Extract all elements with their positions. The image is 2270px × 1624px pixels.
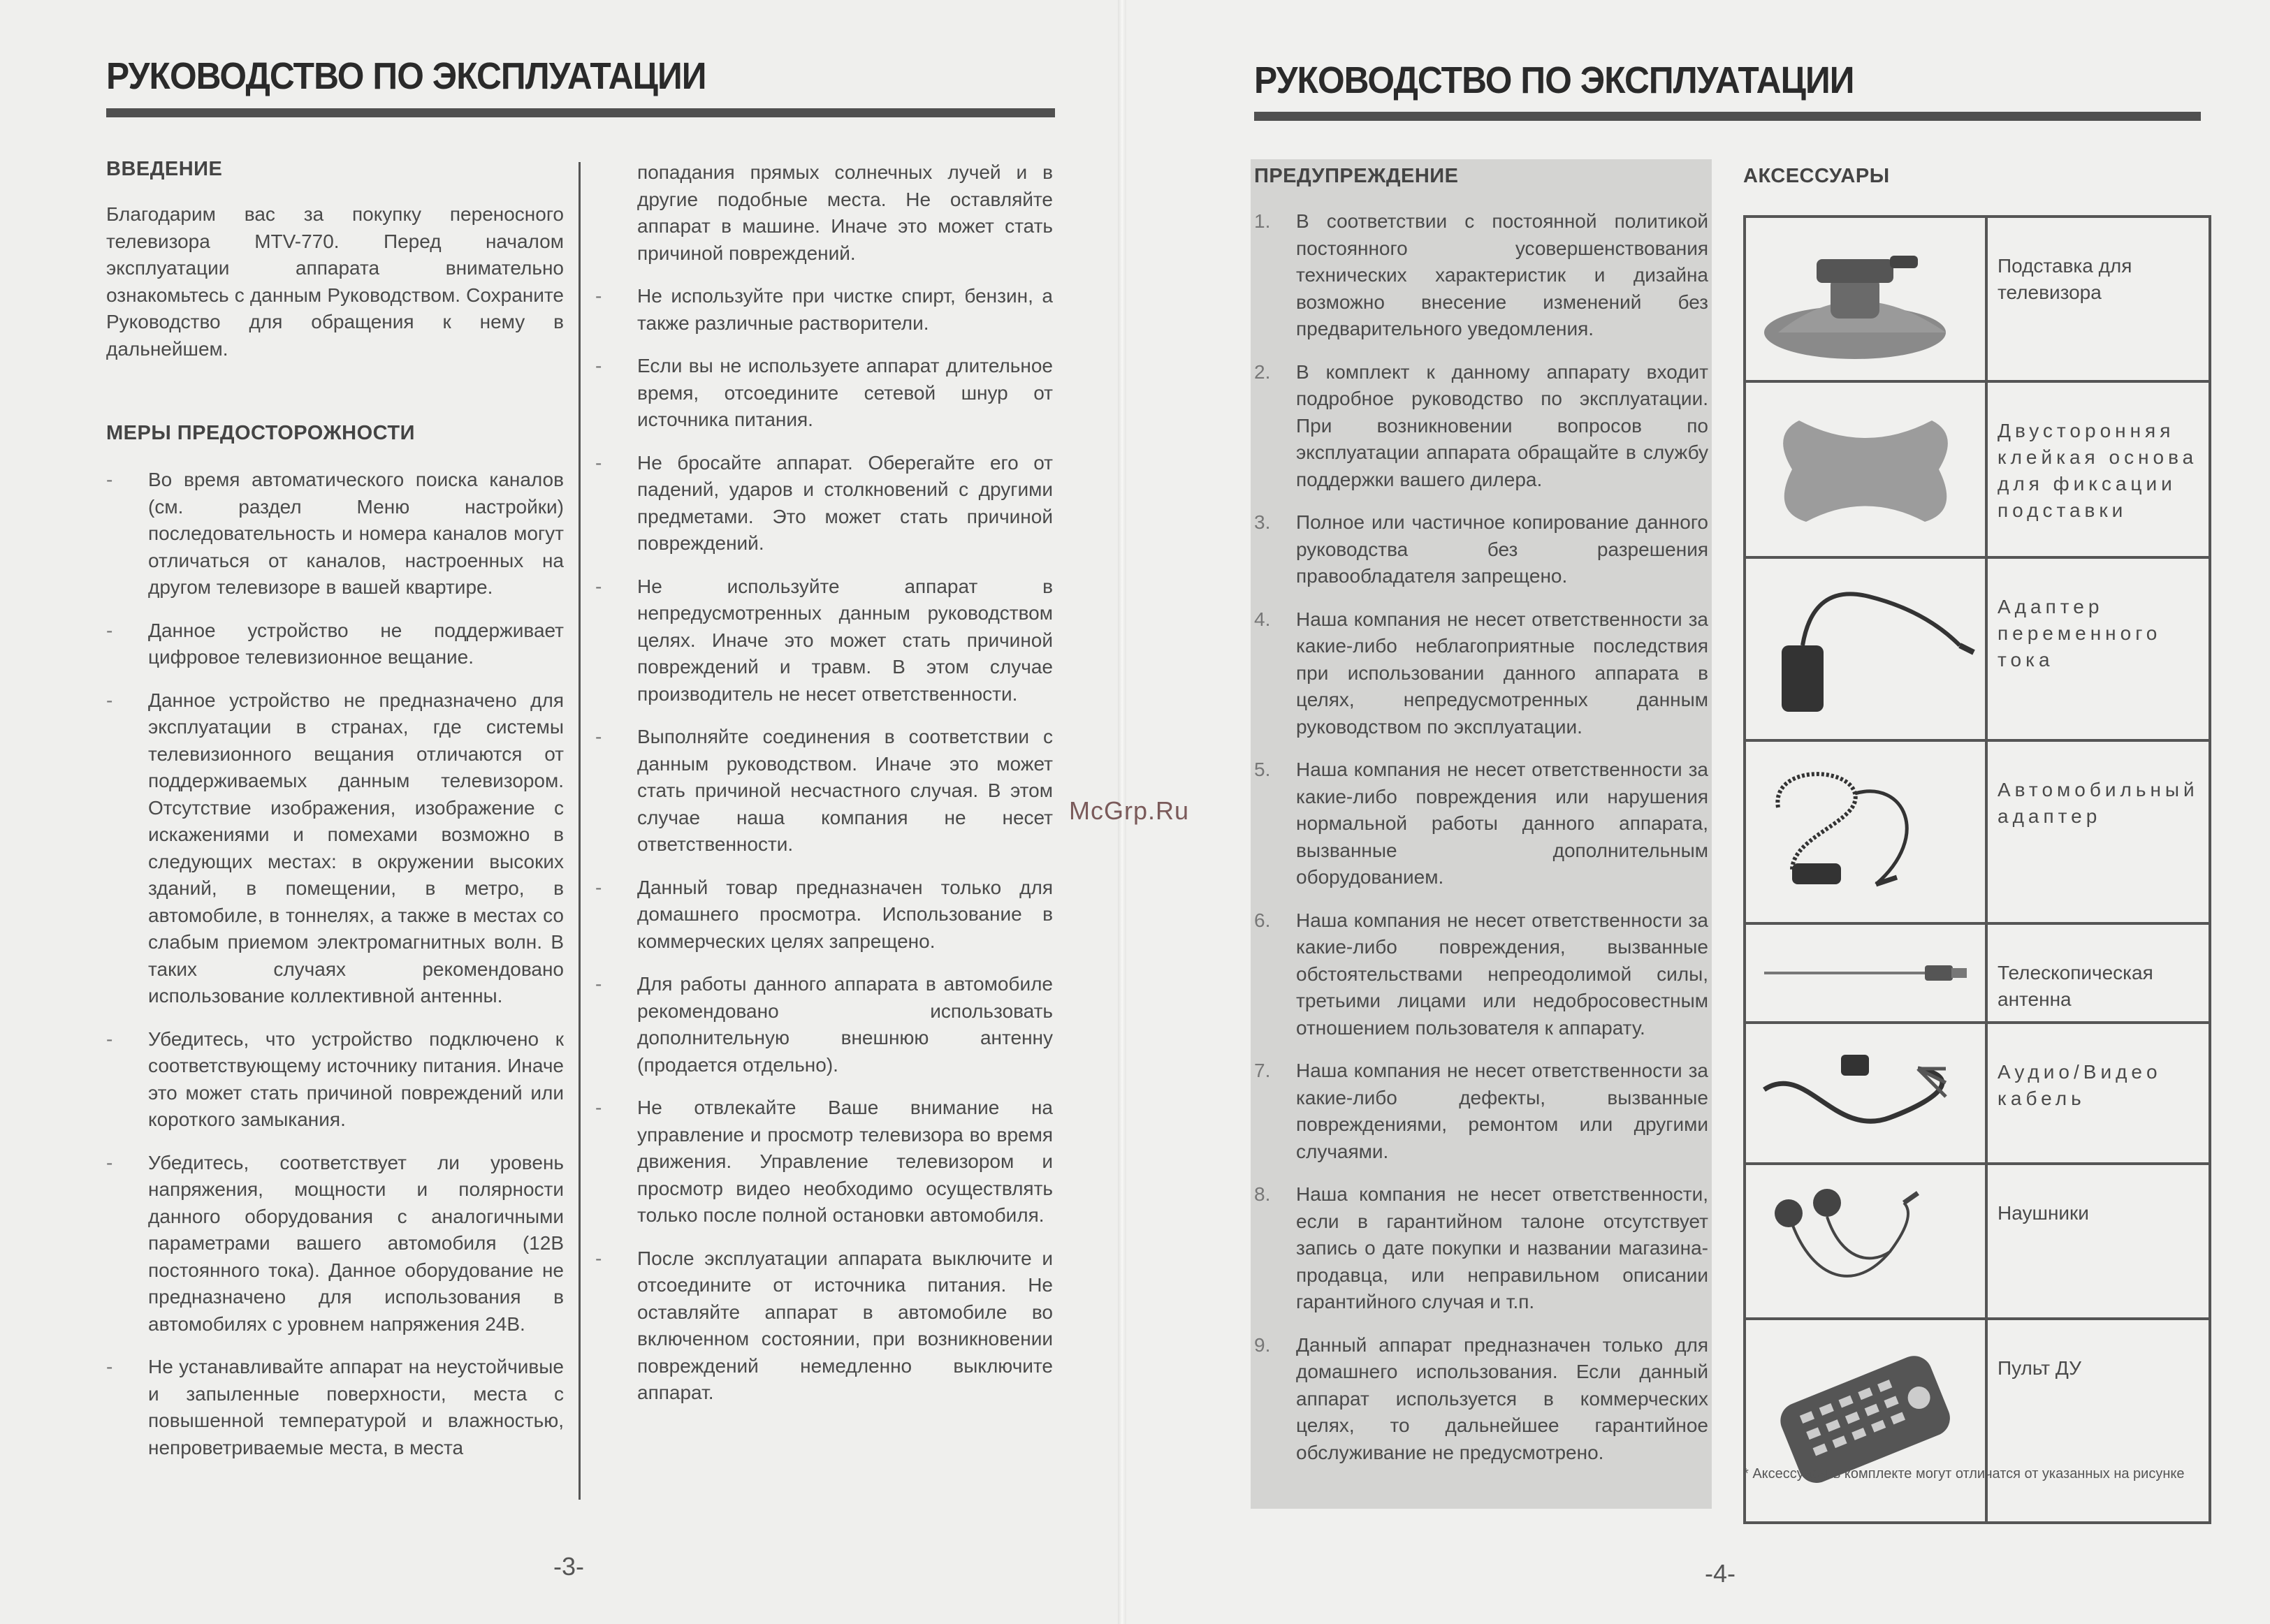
- list-marker: -: [595, 285, 602, 307]
- list-item-text: Полное или частичное копирование данного руководства без разрешения правообладателя запрещено.: [1296, 511, 1708, 587]
- list-item: [1254, 208, 1708, 343]
- adhesive-pad-icon: [1746, 383, 1985, 556]
- list-item: [595, 1095, 1053, 1229]
- list-item-text: Если вы не используете аппарат длительное время, отсоедините сетевой шнур от источника питания.: [637, 355, 1053, 430]
- list-marker: 2.: [1254, 360, 1271, 383]
- list-item-text: После эксплуатации аппарата выключите и отсоедините от источника питания. Не оставляйте аппарат в автомобиле во включенном состоянии, при возникновении повреждений немедленно выключите аппарат.: [637, 1247, 1053, 1403]
- list-item-text: Наша компания не несет ответственности за какие-либо повреждения, вызванные обстоятельствами непреодолимой силы, третьими лицами или недобросовестным отношением пользователя к аппарату.: [1296, 909, 1708, 1039]
- intro-heading: ВВЕДЕНИЕ: [106, 158, 223, 180]
- left-page-title: РУКОВОДСТВО ПО ЭКСПЛУАТАЦИИ: [106, 55, 706, 97]
- antenna-icon: [1746, 925, 1985, 1021]
- precautions-column-2: [595, 159, 1053, 1423]
- precautions-heading: МЕРЫ ПРЕДОСТОРОЖНОСТИ: [106, 422, 415, 444]
- accessory-image-cell: [1745, 217, 1986, 381]
- accessory-label: Наушники: [1986, 1164, 2210, 1319]
- list-marker: -: [106, 469, 113, 490]
- list-marker: -: [106, 1356, 113, 1377]
- list-item: [1254, 756, 1708, 891]
- accessory-label: Адаптер переменного тока: [1986, 557, 2210, 740]
- earphones-icon: [1746, 1165, 1985, 1317]
- column-divider: [579, 162, 581, 1500]
- list-item-text: Убедитесь, что устройство подключено к соответствующему источнику питания. Иначе это может стать причиной повреждений или короткого замыкания.: [148, 1027, 564, 1130]
- stand-icon: [1746, 218, 1985, 377]
- precautions-column-1: [106, 467, 564, 1477]
- accessory-label: Пульт ДУ: [1986, 1319, 2210, 1523]
- list-item: [595, 724, 1053, 858]
- list-marker: 6.: [1254, 909, 1271, 931]
- list-item-text: В комплект к данному аппарату входит подробное руководство по эксплуатации. При возникновении вопросов по эксплуатации аппарата обращайте в службу поддержки вашего дилера.: [1296, 360, 1708, 490]
- list-marker: 1.: [1254, 210, 1271, 232]
- list-item: [595, 353, 1053, 434]
- list-item: [595, 875, 1053, 956]
- list-marker: -: [595, 973, 602, 995]
- accessory-image-cell: [1745, 557, 1986, 740]
- list-marker: -: [595, 1247, 602, 1269]
- accessory-row: [1745, 923, 2210, 1023]
- list-item: [595, 573, 1053, 708]
- list-item: [106, 467, 564, 601]
- list-item-text: Данный аппарат предназначен только для домашнего использования. Если данный аппарат используется в коммерческих целях, то дальнейшее гарантийное обслуживание не предусмотрено.: [1296, 1333, 1708, 1463]
- list-item-text: Наша компания не несет ответственности, если в гарантийном талоне отсутствует запись о дате покупки и названии магазина-продавца, или неправильном описании гарантийного случая и т.п.: [1296, 1183, 1708, 1312]
- accessory-row: [1745, 557, 2210, 740]
- list-marker: 7.: [1254, 1060, 1271, 1081]
- list-item: [595, 283, 1053, 337]
- list-marker: -: [595, 575, 602, 597]
- list-item: [106, 1354, 564, 1461]
- accessories-footnote: * Аксессуары в комплекте могут отличатся от указанных на рисунке: [1743, 1466, 2185, 1482]
- list-marker: -: [106, 689, 113, 711]
- list-marker: 5.: [1254, 759, 1271, 780]
- accessory-image-cell: [1745, 740, 1986, 923]
- accessories-table: [1743, 215, 2211, 1524]
- list-item-text: Не бросайте аппарат. Оберегайте его от падений, ударов и столкновений с другими предметами. Это может стать причиной повреждений.: [637, 451, 1053, 554]
- accessory-label: Двусторонняя клейкая основа для фиксации подставки: [1986, 381, 2210, 557]
- list-marker: 8.: [1254, 1183, 1271, 1205]
- accessory-image-cell: [1745, 1164, 1986, 1319]
- accessory-label: Автомобильный адаптер: [1986, 740, 2210, 923]
- list-marker: -: [106, 1151, 113, 1173]
- list-item: [595, 159, 1053, 267]
- accessories-heading: АКСЕССУАРЫ: [1743, 165, 1890, 187]
- list-item: [595, 1245, 1053, 1407]
- list-marker: -: [595, 876, 602, 898]
- accessory-image-cell: [1745, 1319, 1986, 1523]
- list-marker: 4.: [1254, 608, 1271, 630]
- list-item: [1254, 1058, 1708, 1165]
- list-item: [1254, 509, 1708, 590]
- list-item: [106, 1150, 564, 1338]
- list-marker: -: [595, 451, 602, 474]
- right-page-number: -4-: [1705, 1559, 1736, 1588]
- accessory-label: Телескопическая антенна: [1986, 923, 2210, 1023]
- warning-heading: ПРЕДУПРЕЖДЕНИЕ: [1254, 165, 1459, 187]
- list-item: [595, 450, 1053, 557]
- list-item: [106, 687, 564, 1010]
- list-item-text: Наша компания не несет ответственности за какие-либо дефекты, вызванные повреждениями, ремонтом или другими случаями.: [1296, 1060, 1708, 1162]
- list-marker: 3.: [1254, 511, 1271, 533]
- accessory-row: [1745, 1319, 2210, 1523]
- list-item-text: В соответствии с постоянной политикой постоянного усовершенствования технических характеристик и дизайна возможно внесение изменений без предварительного уведомления.: [1296, 210, 1708, 339]
- accessory-row: [1745, 217, 2210, 381]
- accessory-image-cell: [1745, 1023, 1986, 1164]
- list-item: [1254, 1332, 1708, 1467]
- list-item-text: Не используйте при чистке спирт, бензин, а также различные растворители.: [637, 285, 1053, 334]
- list-marker: -: [595, 355, 602, 376]
- list-item-text: Убедитесь, соответствует ли уровень напряжения, мощности и полярности данного оборудования с аналогичными параметрами вашего автомобиля (12В постоянного тока). Данное оборудование не предназначено для использования в автомобилях с уровнем напряжения 24В.: [148, 1151, 564, 1335]
- list-item: [595, 971, 1053, 1078]
- accessory-image-cell: [1745, 381, 1986, 557]
- list-marker: -: [106, 619, 113, 641]
- list-item: [1254, 606, 1708, 741]
- continuation-text: попадания прямых солнечных лучей и в другие подобные места. Не оставляйте аппарат в машине. Иначе это может стать причиной повреждений.: [637, 161, 1053, 264]
- list-item-text: Данный товар предназначен только для домашнего просмотра. Использование в коммерческих целях запрещено.: [637, 876, 1053, 952]
- accessory-row: [1745, 1164, 2210, 1319]
- accessory-row: [1745, 740, 2210, 923]
- ac-adapter-icon: [1746, 559, 1985, 739]
- list-item: [1254, 359, 1708, 494]
- watermark: McGrp.Ru: [1069, 796, 1190, 825]
- left-page-number: -3-: [553, 1552, 584, 1581]
- list-item-text: Не отвлекайте Ваше внимание на управление и просмотр телевизора во время движения. Управление телевизором и просмотр видео необходимо осуществлять только после полной остановки автомобиля.: [637, 1097, 1053, 1226]
- list-item: [106, 617, 564, 671]
- list-item-text: Данное устройство не поддерживает цифровое телевизионное вещание.: [148, 619, 564, 668]
- list-marker: 9.: [1254, 1333, 1271, 1356]
- list-marker: -: [106, 1027, 113, 1050]
- list-item-text: Наша компания не несет ответственности за какие-либо неблагоприятные последствия при использовании данного аппарата в целях, непредусмотренных данным руководством по эксплуатации.: [1296, 608, 1708, 738]
- list-item-text: Не устанавливайте аппарат на неустойчивые и запыленные поверхности, места с повышенной температурой и влажностью, непроветриваемые места, в места: [148, 1356, 564, 1458]
- list-item-text: Не используйте аппарат в непредусмотренных данным руководством целях. Иначе это может стать причиной повреждений и травм. В этом случае производитель не несет ответственности.: [637, 575, 1053, 705]
- av-cable-icon: [1746, 1024, 1985, 1162]
- accessory-row: [1745, 1023, 2210, 1164]
- accessory-row: [1745, 381, 2210, 557]
- intro-text: Благодарим вас за покупку переносного телевизора MTV-770. Перед началом эксплуатации аппарата внимательно ознакомьтесь с данным Руководством. Сохраните Руководство для обращения к нему в дальнейшем.: [106, 203, 564, 360]
- list-item-text: Выполняйте соединения в соответствии с данным руководством. Иначе это может стать причиной несчастного случая. В этом случае наша компания не несет ответственности.: [637, 726, 1053, 855]
- remote-control-icon: [1746, 1320, 1985, 1521]
- list-item-text: Наша компания не несет ответственности за какие-либо повреждения или нарушения нормальной работы данного аппарата, вызванные дополнительным оборудованием.: [1296, 759, 1708, 888]
- list-item-text: Данное устройство не предназначено для эксплуатации в странах, где системы телевизионного вещания отличаются от поддерживаемых данным телевизором. Отсутствие изображения, изображение с искажениями и помехами возможно в следующих местах: в окружении высоких зданий, в помещении, в метро, в автомобиле, в тоннелях, а также в местах со слабым приемом электромагнитных волн. В таких случаях рекомендовано использование коллективной антенны.: [148, 689, 564, 1007]
- accessory-image-cell: [1745, 923, 1986, 1023]
- accessory-label: Подставка для телевизора: [1986, 217, 2210, 381]
- right-title-bar: [1254, 112, 2201, 121]
- warning-list: [1254, 208, 1708, 1482]
- car-adapter-icon: [1746, 742, 1985, 922]
- list-item-text: Для работы данного аппарата в автомобиле рекомендовано использовать дополнительную внешнюю антенну (продается отдельно).: [637, 973, 1053, 1076]
- list-item: [106, 1026, 564, 1134]
- list-item: [1254, 907, 1708, 1042]
- right-page-title: РУКОВОДСТВО ПО ЭКСПЛУАТАЦИИ: [1254, 59, 1854, 101]
- list-item-text: Во время автоматического поиска каналов (см. раздел Меню настройки) последовательность и номера каналов могут отличаться от каналов, настроенных на другом телевизоре в вашей квартире.: [148, 469, 564, 598]
- list-marker: -: [595, 1097, 602, 1118]
- accessory-label: Аудио/Видео кабель: [1986, 1023, 2210, 1164]
- list-marker: -: [595, 726, 602, 747]
- list-item: [1254, 1181, 1708, 1316]
- left-title-bar: [106, 108, 1055, 117]
